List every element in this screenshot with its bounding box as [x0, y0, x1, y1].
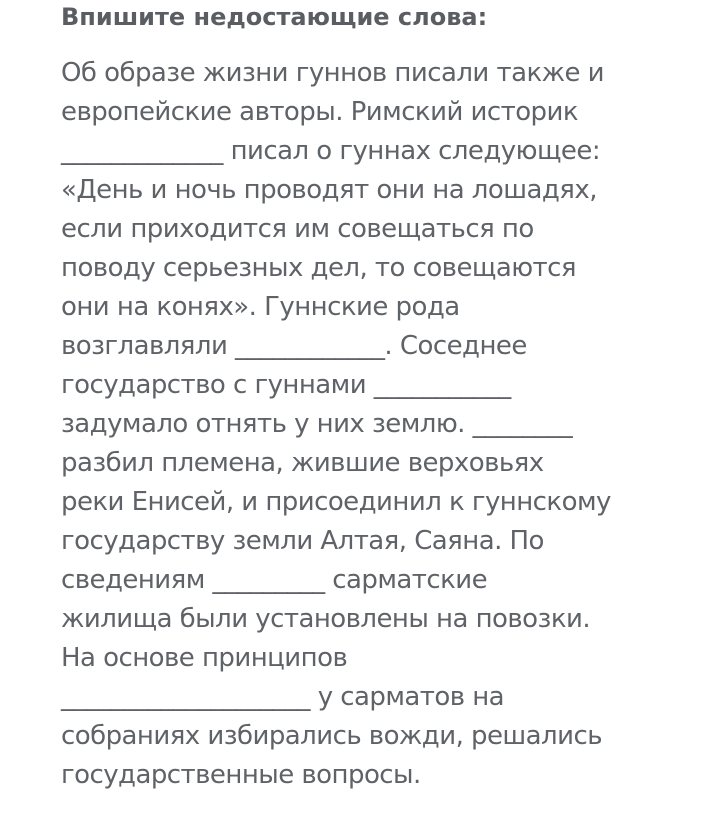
text-line-with-blank: ____________________ у сарматов на — [61, 682, 505, 712]
text-line-with-blank: возглавляли ____________. Соседнее — [61, 331, 527, 361]
text-line-with-blank: сведениям _________ сарматские — [61, 565, 488, 595]
text-line: На основе принципов — [61, 643, 348, 673]
text-line: реки Енисей, и присоединил к гуннскому — [61, 487, 611, 517]
text-line-with-blank: _____________ писал о гуннах следующее: — [61, 136, 601, 166]
text-line: государству земли Алтая, Саяна. По — [61, 526, 544, 556]
text-line: разбил племена, жившие верховьях — [61, 448, 544, 478]
text-line: «День и ночь проводят они на лошадях, — [61, 175, 597, 205]
text-line: поводу серьезных дел, то совещаются — [61, 253, 576, 283]
text-line-with-blank: задумало отнять у них землю. ________ — [61, 409, 573, 439]
text-line: они на конях». Гуннские рода — [61, 292, 460, 322]
exercise-text — [61, 54, 691, 795]
exercise-heading: Впишите недостающие слова: — [61, 3, 488, 31]
text-line: собраниях избирались вожди, решались — [61, 721, 602, 751]
text-line: жилища были установлены на повозки. — [61, 604, 591, 634]
text-line: государственные вопросы. — [61, 760, 421, 790]
text-line: европейские авторы. Римский историк — [61, 97, 579, 127]
exercise-card — [61, 0, 691, 795]
text-line: Об образе жизни гуннов писали также и — [61, 58, 604, 88]
text-line: если приходится им совещаться по — [61, 214, 534, 244]
text-line-with-blank: государство с гуннами ___________ — [61, 370, 511, 400]
